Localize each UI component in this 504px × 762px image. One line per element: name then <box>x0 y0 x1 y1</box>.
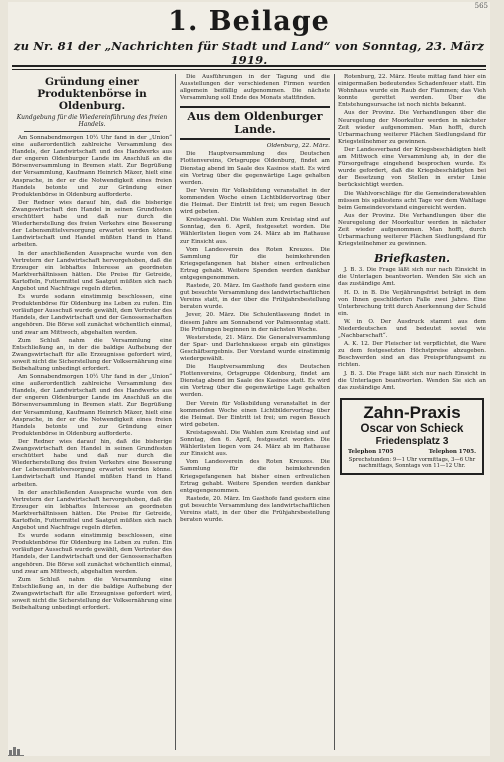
article-headline: Gründung einer Produktenbörse in Oldenburg. <box>37 76 147 112</box>
news-paragraph: Die Hauptversammlung des Deutschen Flottenvereins, Ortsgruppe Oldenburg, findet am Dienstag abend im Saale des Kasinos statt. Es wird ein Vortrag über die gegenwärtige Lage gehalten werden. <box>180 364 330 399</box>
news-paragraph: Kreistagswahl. Die Wahlen zum Kreistag sind auf Sonntag, den 6. April, festgesetzt worden. Die Wählerlisten liegen vom 24. März ab im Rathause zur Einsicht aus. <box>180 429 330 458</box>
archive-stamp-icon <box>8 744 24 756</box>
news-paragraph: Rastede, 20. März. Im Gasthofe fand gestern eine gut besuchte Versammlung des landwirtschaftlichen Vereins statt, in der über die Frühjahrsbestellung beraten wurde. <box>180 283 330 311</box>
ad-phone-right: Telephon 1705. <box>428 448 476 455</box>
news-paragraph: Der Verein für Volksbildung veranstaltet in der kommenden Woche einen Lichtbildervortrag über die Heimat. Der Eintritt ist frei; um regen Besuch wird gebeten. <box>180 187 330 216</box>
article-paragraph: Zum Schluß nahm die Versammlung eine Entschließung an, in der die baldige Aufhebung der Zwangswirtschaft für alle Erzeugnisse gefordert wird, soweit nicht die Sicherstellung der Volksernährung eine Beibehaltung unbedingt erfordert. <box>12 337 172 372</box>
news-paragraph: Jever, 20. März. Die Schulentlassung findet in diesem Jahre am Sonnabend vor Palmsonntag statt. Die Prüfungen beginnen in der nächsten Woche. <box>180 312 330 333</box>
article-paragraph: Am Sonnabendmorgen 10½ Uhr fand in der „Union“ eine außerordentlich zahlreiche Versammlung des Handels, der Landwirtschaft und des Handwerks aus der engeren Oldenburger Lande im Anschluß an die Börsenversammlung in Bremen statt. Zur Begrüßung der Versammlung, Kaufmann Heinrich Mäzer, hielt eine Ansprache, in der er die Notwendigkeit eines freien Handels betonte und zur Gründung einer Produktenbörse in Oldenburg aufforderte. <box>12 374 172 437</box>
briefkasten-entry: J. B. 3. Die Frage läßt sich nur nach Einsicht in die Unterlagen beantworten. Wenden Sie sich an das zuständige Amt. <box>338 267 486 288</box>
news-paragraph: Rastede, 20. März. Im Gasthofe fand gestern eine gut besuchte Versammlung des landwirtschaftlichen Vereins statt, in der über die Frühjahrsbestellung beraten wurde. <box>180 495 330 524</box>
briefkasten-headline: Briefkasten. <box>374 252 450 266</box>
news-paragraph: Aus der Provinz. Die Verhandlungen über die Neuregelung der Moorkultur werden in nächster Zeit wieder aufgenommen. Man hofft, durch Urbarmachung weiterer Flächen Siedlungsland für Kriegsteilnehmer zu gewinnen. <box>338 110 486 145</box>
article-paragraph: Der Redner wies darauf hin, daß die bisherige Zwangswirtschaft den Handel in seinen Grundfesten erschüttert habe und daß nur durch die Wiederherstellung des freien Verkehrs eine Besserung der Lebensmittelversorgung erwartet werden könne. Landwirtschaft und Handel müßten Hand in Hand arbeiten. <box>12 438 172 488</box>
article-paragraph: Zum Schluß nahm die Versammlung eine Entschließung an, in der die baldige Aufhebung der Zwangswirtschaft für alle Erzeugnisse gefordert wird, soweit nicht die Sicherstellung der Volksernährung eine Beibehaltung unbedingt erfordert. <box>12 576 172 612</box>
article-paragraph: Es wurde sodann einstimmig beschlossen, eine Produktenbörse für Oldenburg ins Leben zu rufen. Ein vorläufiger Ausschuß wurde gewählt, dem Vertreter des Handels, der Landwirtschaft und der Genossenschaften angehören. Die Börse soll zunächst wöchentlich einmal, und zwar am Mittwoch, abgehalten werden. <box>12 294 172 336</box>
masthead-rule-thin <box>12 69 486 70</box>
column-2 <box>180 74 330 750</box>
briefkasten-entry: A. K. 12. Der Fleischer ist verpflichtet, die Ware zu dem festgesetzten Höchstpreise abzugeben. Beschwerden sind an das Preisprüfungsamt zu richten. <box>338 341 486 369</box>
ad-phone-left: Telephon 1705 <box>348 448 394 455</box>
news-paragraph: Die Wahlvorschläge für die Gemeinderatswahlen müssen bis spätestens acht Tage vor dem Wahltage beim Gemeindevorstand eingereicht werden. <box>338 190 486 211</box>
column-3 <box>338 74 486 750</box>
news-paragraph: Westerstede, 21. März. Die Generalversammlung der Spar- und Darlehnskasse ergab ein günstiges Geschäftsergebnis. Der Vorstand wurde einstimmig wiedergewählt. <box>180 334 330 362</box>
section-headline: Aus dem Oldenburger Lande. <box>180 106 330 140</box>
ad-address: Friedensplatz 3 <box>375 435 449 447</box>
briefkasten-entry: H. D. in B. Die Verjährungsfrist beträgt in dem von Ihnen geschilderten Falle zwei Jahre. Eine Unterbrechung tritt durch Anerkennung der Schuld ein. <box>338 289 486 317</box>
article-paragraph: Am Sonnabendmorgen 10½ Uhr fand in der „Union“ eine außerordentlich zahlreiche Versammlung des Handels, der Landwirtschaft und des Handwerks aus der engeren Oldenburger Lande im Anschluß an die Börsenversammlung in Bremen statt. Zur Begrüßung der Versammlung, Kaufmann Heinrich Mäzer, hielt eine Ansprache, in der er die Notwendigkeit eines freien Handels betonte und zur Gründung einer Produktenbörse in Oldenburg aufforderte. <box>12 135 172 198</box>
briefkasten-entry: W. in O. Der Ausdruck stammt aus dem Niederdeutschen und bedeutet soviel wie „Nachbarschaft“. <box>338 318 486 340</box>
ad-name: Oscar von Schieck <box>360 422 464 435</box>
article-paragraph: Die Ausführungen in der Tagung und die Ausstellungen der verschiedenen Firmen wurden allgemein beifällig aufgenommen. Die nächste Versammlung soll Ende des Monats stattfinden. <box>180 74 330 102</box>
news-paragraph: Aus der Provinz. Die Verhandlungen über die Neuregelung der Moorkultur werden in nächster Zeit wieder aufgenommen. Man hofft, durch Urbarmachung weiterer Flächen Siedlungsland für Kriegsteilnehmer zu gewinnen. <box>338 212 486 248</box>
dateline: Oldenburg, 22. März. <box>266 143 330 150</box>
news-paragraph: Vom Landesverein des Roten Kreuzes. Die Sammlung für die heimkehrenden Kriegsgefangenen hat bisher einen erfreulichen Ertrag gehabt. Weitere Spenden werden dankbar entgegengenommen. <box>180 246 330 281</box>
ad-phones <box>348 449 476 455</box>
news-paragraph: Rotenburg, 22. März. Heute mittag fand hier ein einigermaßen bedeutendes Schadenfeuer statt. Ein Wohnhaus wurde ein Raub der Flammen; das Vieh konnte gerettet werden. Über die Entstehungsursache ist noch nichts bekannt. <box>338 74 486 109</box>
column-1 <box>12 74 172 750</box>
supplement-title: 1. Beilage <box>168 6 330 37</box>
article-paragraph: In der anschließenden Aussprache wurde von den Vertretern der Landwirtschaft hervorgehoben, daß die Erzeuger ein lebhaftes Interesse an geordneten Marktverhältnissen hätten. Die Preise für Getreide, Kartoffeln, Futtermittel und Saatgut müßten sich nach Angebot und Nachfrage regeln dürfen. <box>12 489 172 532</box>
newspaper-page <box>8 2 490 756</box>
news-paragraph: Vom Landesverein des Roten Kreuzes. Die Sammlung für die heimkehrenden Kriegsgefangenen hat bisher einen erfreulichen Ertrag gehabt. Weitere Spenden werden dankbar entgegengenommen. <box>180 459 330 494</box>
news-paragraph: Der Landesverband der Kriegsbeschädigten hielt am Mittwoch eine Versammlung ab, in der die Fürsorgefrage eingehend besprochen wurde. Es wurde gefordert, daß die Kriegsbeschädigten bei der Besetzung von Stellen in erster Linie berücksichtigt werden. <box>338 146 486 189</box>
ad-note: Sprechstunden: 9—1 Uhr vormittags, 3—6 Uhr nachmittags, Sonntags von 11—12 Uhr. <box>348 456 476 470</box>
article-paragraph: In der anschließenden Aussprache wurde von den Vertretern der Landwirtschaft hervorgehoben, daß die Erzeuger ein lebhaftes Interesse an geordneten Marktverhältnissen hätten. Die Preise für Getreide, Kartoffeln, Futtermittel und Saatgut müßten sich nach Angebot und Nachfrage regeln dürfen. <box>12 250 172 292</box>
briefkasten-entry: J. B. 3. Die Frage läßt sich nur nach Einsicht in die Unterlagen beantworten. Wenden Sie sich an das zuständige Amt. <box>338 370 486 391</box>
news-paragraph: Kreistagswahl. Die Wahlen zum Kreistag sind auf Sonntag, den 6. April, festgesetzt worden. Die Wählerlisten liegen vom 24. März ab im Rathause zur Einsicht aus. <box>180 217 330 245</box>
dental-practice-ad <box>340 398 484 475</box>
article-paragraph: Der Redner wies darauf hin, daß die bisherige Zwangswirtschaft den Handel in seinen Grundfesten erschüttert habe und daß nur durch die Wiederherstellung des freien Verkehrs eine Besserung der Lebensmittelversorgung erwartet werden könne. Landwirtschaft und Handel müßten Hand in Hand arbeiten. <box>12 199 172 249</box>
masthead <box>8 8 490 67</box>
supplement-subtitle: zu Nr. 81 der „Nachrichten für Stadt und Land“ von Sonntag, 23. März 1919. <box>13 39 485 67</box>
news-paragraph: Der Verein für Volksbildung veranstaltet in der kommenden Woche einen Lichtbildervortrag über die Heimat. Der Eintritt ist frei; um regen Besuch wird gebeten. <box>180 400 330 428</box>
column-divider <box>175 74 176 750</box>
column-divider <box>334 74 335 750</box>
news-paragraph: Die Hauptversammlung des Deutschen Flottenvereins, Ortsgruppe Oldenburg, findet am Dienstag abend im Saale des Kasinos statt. Es wird ein Vortrag über die gegenwärtige Lage gehalten werden. <box>180 151 330 186</box>
page-number: 565 <box>474 2 488 10</box>
ad-title: Zahn-Praxis <box>363 402 461 422</box>
article-subhead: Kundgebung für die Wiedereinführung des freien Handels. <box>16 114 168 128</box>
masthead-rule <box>12 65 486 67</box>
divider <box>24 131 160 132</box>
article-paragraph: Es wurde sodann einstimmig beschlossen, eine Produktenbörse für Oldenburg ins Leben zu rufen. Ein vorläufiger Ausschuß wurde gewählt, dem Vertreter des Handels, der Landwirtschaft und der Genossenschaften angehören. Die Börse soll zunächst wöchentlich einmal, und zwar am Mittwoch, abgehalten werden. <box>12 533 172 575</box>
